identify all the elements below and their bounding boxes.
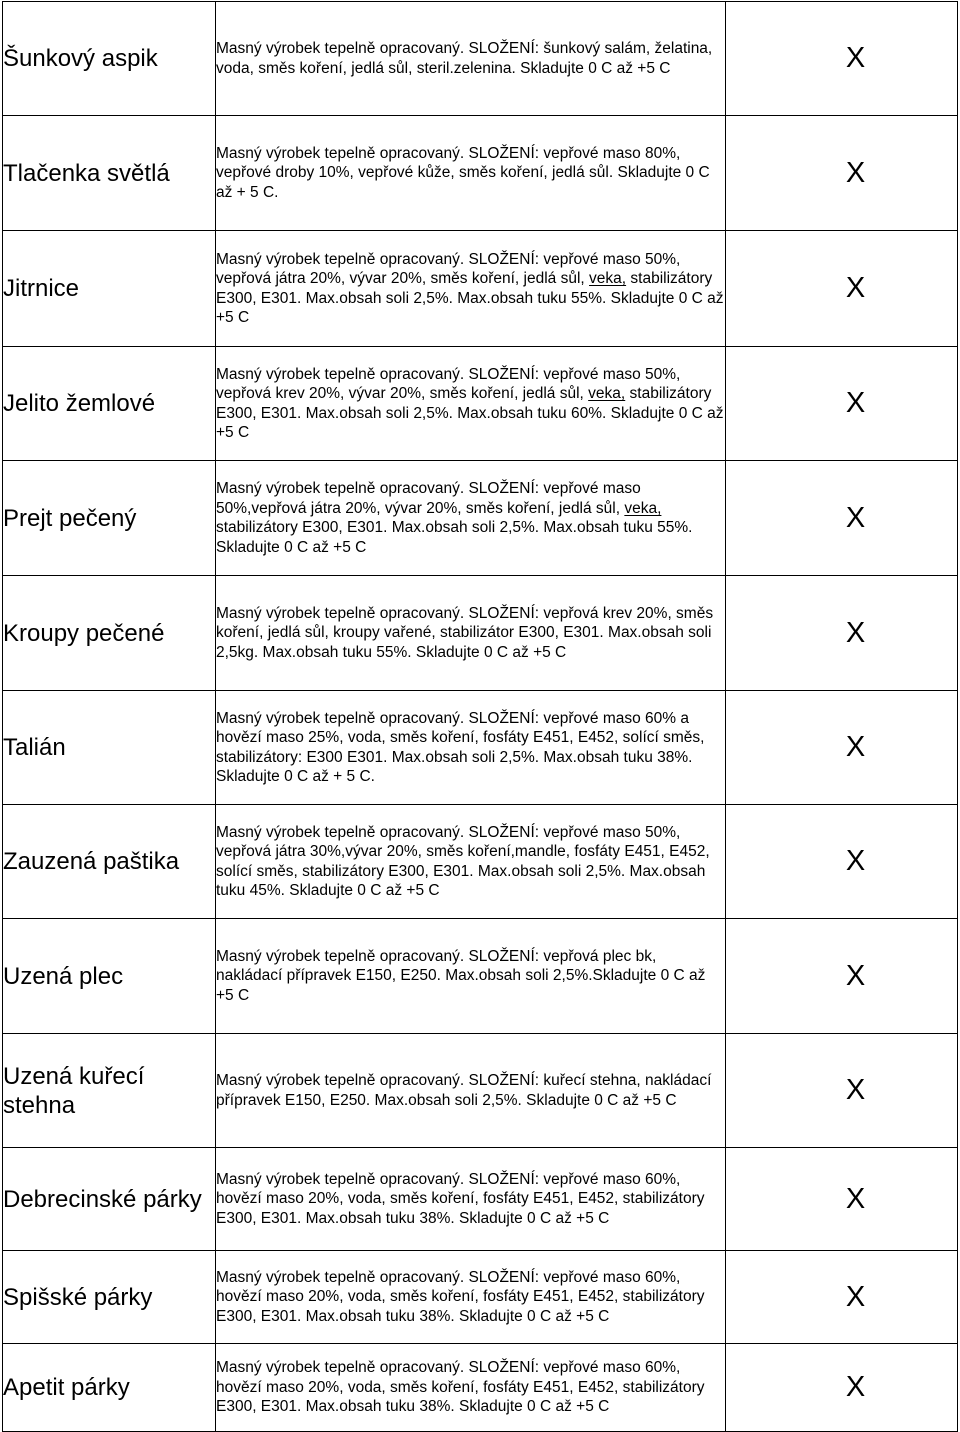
mark-cell [726,347,958,461]
product-description: Masný výrobek tepelně opracovaný. SLOŽENÍ: vepřové maso 50%, vepřová játra 30%,vývar 20%, směs koření,mandle, fosfáty E451, E452, solící směs, stabilizátory E300, E301. Max.obsah soli 2,5%. Max.obsah tuku 45%. Skladujte 0 C až +5 C [216,805,726,919]
product-description: Masný výrobek tepelně opracovaný. SLOŽENÍ: vepřové maso 60%, hovězí maso 20%, voda, směs koření, fosfáty E451, E452, stabilizátory E300, E301. Max.obsah tuku 38%. Skladujte 0 C až +5 C [216,1344,726,1432]
mark-cell [726,1034,958,1148]
underlined-ingredient: veka, [588,385,626,402]
mark-cell [726,805,958,919]
product-description: Masný výrobek tepelně opracovaný. SLOŽENÍ: vepřové maso 60%, hovězí maso 20%, voda, směs koření, fosfáty E451, E452, stabilizátory E300, E301. Max.obsah tuku 38%. Skladujte 0 C až +5 C [216,1148,726,1251]
product-description: Masný výrobek tepelně opracovaný. SLOŽENÍ: vepřové maso 80%, vepřové droby 10%, vepřové kůže, směs koření, jedlá sůl. Skladujte 0 C až + 5 C. [216,116,726,231]
product-name: Uzená kuřecí stehna [3,1034,216,1148]
product-description: Masný výrobek tepelně opracovaný. SLOŽENÍ: vepřové maso 60%, hovězí maso 20%, voda, směs koření, fosfáty E451, E452, stabilizátory E300, E301. Max.obsah tuku 38%. Skladujte 0 C až +5 C [216,1251,726,1344]
x-mark: X [845,1280,866,1313]
x-mark: X [845,1074,866,1106]
mark-cell [726,1148,958,1251]
description-text: stabilizátory E300, E301. Max.obsah soli 2,5%. Max.obsah tuku 60%. Skladujte 0 C až +5 C [216,385,724,441]
x-mark: X [845,731,866,763]
table-row [3,347,958,461]
mark-cell [726,691,958,805]
table-row [3,1344,958,1432]
product-name: Uzená plec [3,919,216,1034]
x-mark: X [845,42,866,74]
product-description: Masný výrobek tepelně opracovaný. SLOŽENÍ: vepřová plec bk, nakládací přípravek E150, E250. Max.obsah soli 2,5%.Skladujte 0 C až +5 C [216,919,726,1034]
product-description: Masný výrobek tepelně opracovaný. SLOŽENÍ: kuřecí stehna, nakládací přípravek E150, E250. Max.obsah soli 2,5%. Skladujte 0 C až +5 C [216,1034,726,1148]
mark-cell [726,576,958,691]
x-mark: X [845,1371,866,1403]
product-name: Apetit párky [3,1344,216,1432]
x-mark: X [845,156,866,189]
mark-cell [726,2,958,116]
product-name: Tlačenka světlá [3,116,216,231]
product-description: Masný výrobek tepelně opracovaný. SLOŽENÍ: vepřové maso 60% a hovězí maso 25%, voda, směs koření, fosfáty E451, E452, solící směs, stabilizátory: E300 E301. Max.obsah soli 2,5%. Max.obsah tuku 38%. Skladujte 0 C až + 5 C. [216,691,726,805]
table-row [3,116,958,231]
description-text: Masný výrobek tepelně opracovaný. SLOŽENÍ: vepřové maso 50%, vepřová krev 20%, vývar 20%, směs koření, jedlá sůl, [216,365,681,402]
mark-cell [726,461,958,576]
product-description: Masný výrobek tepelně opracovaný. SLOŽENÍ: vepřová krev 20%, směs koření, jedlá sůl, kroupy vařené, stabilizátor E300, E301. Max.obsah soli 2,5kg. Max.obsah tuku 55%. Skladujte 0 C až +5 C [216,576,726,691]
table-row [3,2,958,116]
underlined-ingredient: veka, [624,499,662,517]
product-name: Šunkový aspik [3,2,216,116]
product-description [216,347,726,461]
product-name: Prejt pečený [3,461,216,576]
table-row [3,461,958,576]
x-mark: X [845,1182,866,1215]
product-name: Jelito žemlové [3,347,216,461]
x-mark: X [845,845,866,877]
product-name: Talián [3,691,216,805]
mark-cell [726,116,958,231]
product-name: Zauzená paštika [3,805,216,919]
mark-cell [726,1251,958,1344]
table-row [3,1034,958,1148]
table-row [3,1148,958,1251]
x-mark: X [845,616,866,649]
product-description: Masný výrobek tepelně opracovaný. SLOŽENÍ: šunkový salám, želatina, voda, směs koření, jedlá sůl, steril.zelenina. Skladujte 0 C až +5 C [216,2,726,116]
description-text: stabilizátory E300, E301. Max.obsah soli 2,5%. Max.obsah tuku 55%. Skladujte 0 C až +5 C [216,519,693,556]
x-mark: X [845,959,866,992]
underlined-ingredient: veka, [589,270,627,287]
mark-cell [726,231,958,347]
product-name: Kroupy pečené [3,576,216,691]
description-text: Masný výrobek tepelně opracovaný. SLOŽENÍ: vepřové maso 50%,vepřová játra 20%, vývar 20%, směs koření, jedlá sůl, [216,480,641,517]
product-name: Spišské párky [3,1251,216,1344]
product-description [216,231,726,347]
table-row [3,805,958,919]
x-mark: X [845,387,866,419]
mark-cell [726,919,958,1034]
description-text: Masný výrobek tepelně opracovaný. SLOŽENÍ: vepřové maso 50%, vepřová játra 20%, vývar 20%, směs koření, jedlá sůl, [216,250,681,287]
table-row [3,1251,958,1344]
x-mark: X [845,501,866,534]
description-text: stabilizátory E300, E301. Max.obsah soli 2,5%. Max.obsah tuku 55%. Skladujte 0 C až +5 C [216,270,724,326]
mark-cell [726,1344,958,1432]
product-name: Jitrnice [3,231,216,347]
x-mark: X [845,272,866,304]
product-name: Debrecinské párky [3,1148,216,1251]
product-table [2,1,958,1432]
table-row [3,691,958,805]
table-row [3,576,958,691]
table-row [3,919,958,1034]
product-description [216,461,726,576]
table-row [3,231,958,347]
